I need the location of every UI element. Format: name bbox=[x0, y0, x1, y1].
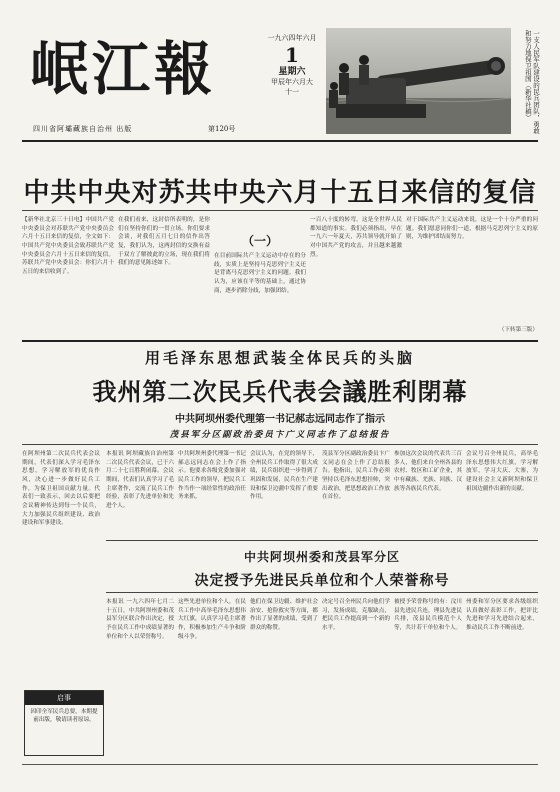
date-box bbox=[262, 34, 322, 98]
notice-box-body: 因印全军民兵总要，本期提前出版，敬请读者原谅。 bbox=[30, 709, 98, 724]
article1-col-5: 对于国际共产主义运动来说，这是一个十分严重的问题。我们愿意同你们一道，根据马克思列宁主义的原则，为维护团结而努力。 bbox=[406, 217, 538, 241]
article2-rule-top bbox=[22, 340, 538, 342]
article3-col-2: 这些先进单位和个人，在民兵工作中高举毛泽东思想伟大红旗，认真学习毛主席著作，积极参加生产斗争和阶级斗争。 bbox=[178, 599, 246, 640]
masthead-title: 岷江報 bbox=[30, 35, 217, 103]
article1-col-1: 【新华社北京三十日电】中国共产党中央委员会对苏联共产党中央委员会六月十五日来信的复信，全文如下：中国共产党中央委员会致苏联共产党中央委员会六月十五日来信的复信。苏联共产党中央委员会：你们六月十五日的来信收到了。 bbox=[22, 217, 114, 275]
masthead-publisher: 四川省阿壩藏族自治州 出版 bbox=[33, 125, 133, 133]
article2-col-2: 中共阿坝州委代理第一书记郝志远同志在会上作了指示。他要求各级党委加强对民兵工作的领导，把民兵工作当作一项经常性的政治任务来抓。 bbox=[178, 451, 246, 501]
article2-subheadline-1: 中共阿坝州委代理第一书记郝志远同志作了指示 bbox=[175, 414, 385, 425]
article1-headline: 中共中央对苏共中央六月十五日来信的复信 bbox=[23, 178, 537, 208]
article3-col-5: 被授予荣誉称号的有：汶川县先进民兵连，理县先进民兵排，茂县民兵模范个人等，共计若干单位和个人。 bbox=[394, 599, 462, 631]
article1-section-mark: （一） bbox=[241, 234, 278, 248]
article2-rule bbox=[22, 444, 538, 445]
article2-col-4: 茂县军分区副政治委员卞广义同志在会上作了总结报告。他指出，民兵工作必须坚持以毛泽东思想挂帅，突出政治，把思想政治工作放在首位。 bbox=[322, 451, 390, 501]
article1-col-4: 一百八十度的转弯，这是全世界人民都知道的事实。我们必须指出，早在一九六一年夏天，苏共领导就开始了对中国共产党的攻击，并且越来越激烈。 bbox=[310, 217, 402, 258]
article2-col-6: 会议号召全州民兵，高举毛泽东思想伟大红旗，学习解放军，学习大庆、大寨，为建设社会主义新阿坝和保卫祖国边疆作出新的贡献。 bbox=[466, 451, 538, 492]
article3-col-4: 决定号召全州民兵向他们学习，发扬成绩，克服缺点，把民兵工作提高到一个新的水平。 bbox=[322, 599, 390, 631]
article3-headline: 决定授予先进民兵单位和个人荣誉称号 bbox=[194, 573, 450, 589]
article2-kicker: 用毛泽东思想武装全体民兵的头脑 bbox=[144, 349, 415, 367]
page-bottom-rule bbox=[22, 764, 538, 765]
date-day: 1 bbox=[285, 42, 299, 67]
article2-subheadline-2: 茂县军分区副政治委员卞广义同志作了总结报告 bbox=[169, 430, 391, 440]
article3-col-6: 州委和军分区要求各级组织认真做好表彰工作，把评比先进和学习先进结合起来，推动民兵工作不断前进。 bbox=[466, 599, 538, 631]
left-column-text: 在阿坝州第二次民兵代表会议期间，代表们深入学习毛泽东思想，学习解放军的优良作风，决心进一步做好民兵工作，为保卫祖国贡献力量。代表们一致表示，回去以后要把会议精神传达到每一个民兵，大力加强民兵组织建设、政治建设和军事建设。 bbox=[22, 451, 100, 527]
date-weekday: 星期六 bbox=[278, 66, 306, 77]
article3-kicker: 中共阿坝州委和茂县军分区 bbox=[243, 550, 400, 564]
article3-col-1: 本报讯 一九六四年七月二十五日，中共阿坝州委和茂县军分区联合作出决定，授予在民兵工作中成绩显著的单位和个人以荣誉称号。 bbox=[106, 599, 174, 640]
article1-col-3: 在目前国际共产主义运动中存在的分歧，实质上是坚持马克思列宁主义还是背离马克思列宁主义的问题。我们认为，应该在平等的基础上，通过协商，逐步消除分歧，加强团结。 bbox=[214, 253, 306, 294]
article3-rule-top bbox=[106, 540, 538, 541]
article1-col-2: 在我们看来，这封信所表明的，是你们在坚持你们的一贯立场。你们要求会谈，对我们五月七日的信作出答复，我们认为，这两封信的交换有益于双方了解彼此的立场，现在我们将我们的意见陈述如下。 bbox=[118, 217, 210, 267]
masthead-rule bbox=[22, 140, 538, 142]
article3-rule bbox=[106, 592, 538, 593]
masthead-issue-number: 第120号 bbox=[208, 125, 236, 133]
naval-gun-photo bbox=[326, 28, 511, 134]
notice-box bbox=[24, 690, 104, 756]
article1-continued: （下转第三版） bbox=[498, 327, 538, 333]
notice-box-title: 启事 bbox=[25, 691, 103, 705]
article2-col-1: 本报讯 阿坝藏族自治州第二次民兵代表会议，已于六月二十七日胜利闭幕。会议期间，代表们认真学习了毛主席著作，交流了民兵工作经验，表彰了先进单位和先进个人。 bbox=[106, 451, 174, 509]
front-page-photo bbox=[326, 28, 511, 134]
article3-col-3: 他们在保卫边疆、维护社会治安、抢险救灾等方面，都作出了显著的成绩，受到了群众的称赞。 bbox=[250, 599, 318, 631]
article2-col-3: 会议认为，在党的领导下，全州民兵工作取得了很大成绩，民兵组织进一步得到了巩固和发展，民兵在生产建设和保卫边疆中发挥了重要作用。 bbox=[250, 451, 318, 501]
date-lunar-day: 十一 bbox=[285, 88, 299, 97]
article2-col-5: 参加这次会议的代表共三百多人，他们来自全州各县的农村、牧区和工矿企业，其中有藏族、羌族、回族、汉族等各族民兵代表。 bbox=[394, 451, 462, 492]
photo-caption: 一支人民军队建设的民兵团队，勇敢和努力地保卫祖国（新华社稿） bbox=[523, 30, 540, 134]
article1-rule bbox=[22, 210, 538, 211]
article2-headline: 我州第二次民兵代表会議胜利閉幕 bbox=[92, 378, 468, 406]
date-lunar: 甲辰年六月大 bbox=[271, 78, 313, 87]
date-line: 一九六四年六月 bbox=[267, 34, 317, 42]
